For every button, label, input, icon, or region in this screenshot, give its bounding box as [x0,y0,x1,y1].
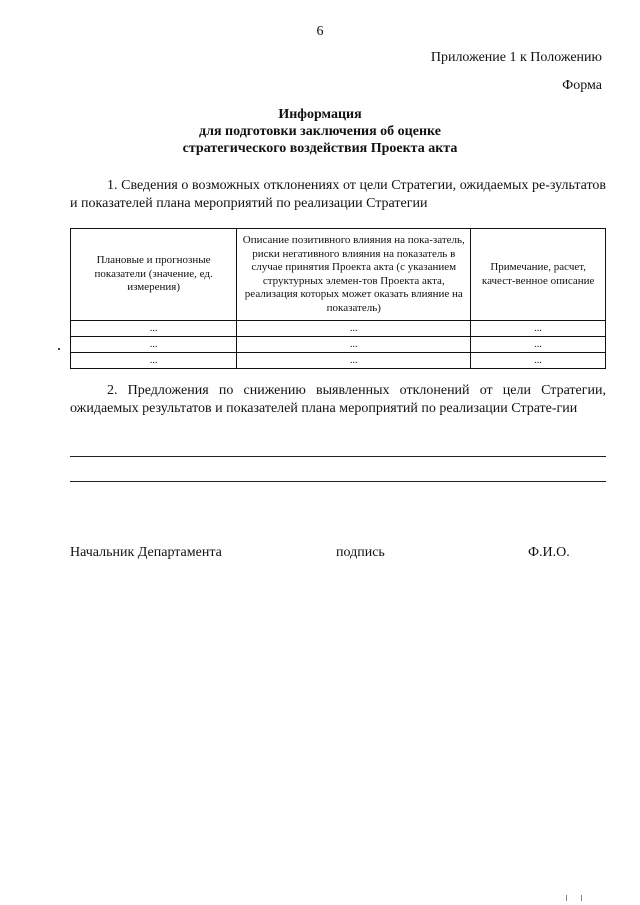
header-influence-description: Описание позитивного влияния на пока-затель, риски негативного влияния на показатель в случае принятия Проекта акта (с указанием структурных элемен-тов Проекта акта, реализация которых может оказать влияние на показатель) [237,229,471,321]
table-cell: ... [237,337,471,353]
signature-sign-label: подпись [336,545,385,560]
table-cell: ... [71,321,237,337]
table-row [71,321,606,337]
section-1-text: 1. Сведения о возможных отклонениях от цели Стратегии, ожидаемых ре-зультатов и показателей плана мероприятий по реализации Стратегии [70,178,606,211]
table-cell: ... [237,353,471,369]
table-row [71,337,606,353]
table-header-row [71,229,606,321]
table-cell: ... [237,321,471,337]
signature-name-label: Ф.И.О. [528,545,570,560]
page-number: 6 [316,24,324,39]
deviation-table [70,228,606,369]
table-cell: ... [471,337,606,353]
scan-speck [58,348,60,350]
appendix-label: Приложение 1 к Положению [430,50,602,65]
table-cell: ... [471,321,606,337]
title-line-3: стратегического воздействия Проекта акта [182,141,458,156]
table-cell: ... [71,337,237,353]
header-note: Примечание, расчет, качест-венное описание [471,229,606,321]
table-row [71,353,606,369]
signature-position: Начальник Департамента [70,545,222,560]
scan-mark [581,895,582,901]
header-indicators: Плановые и прогнозные показатели (значение, ед. измерения) [71,229,237,321]
scan-mark [566,895,567,901]
title-line-2: для подготовки заключения об оценке [199,124,441,139]
table-cell: ... [71,353,237,369]
section-2-text: 2. Предложения по снижению выявленных отклонений от цели Стратегии, ожидаемых результатов и показателей плана мероприятий по реализации Страте-гии [70,383,606,416]
fill-in-line [70,481,606,482]
table-cell: ... [471,353,606,369]
document-title [0,106,640,157]
title-line-1: Информация [278,107,362,122]
form-label: Форма [562,78,602,93]
fill-in-line [70,456,606,457]
